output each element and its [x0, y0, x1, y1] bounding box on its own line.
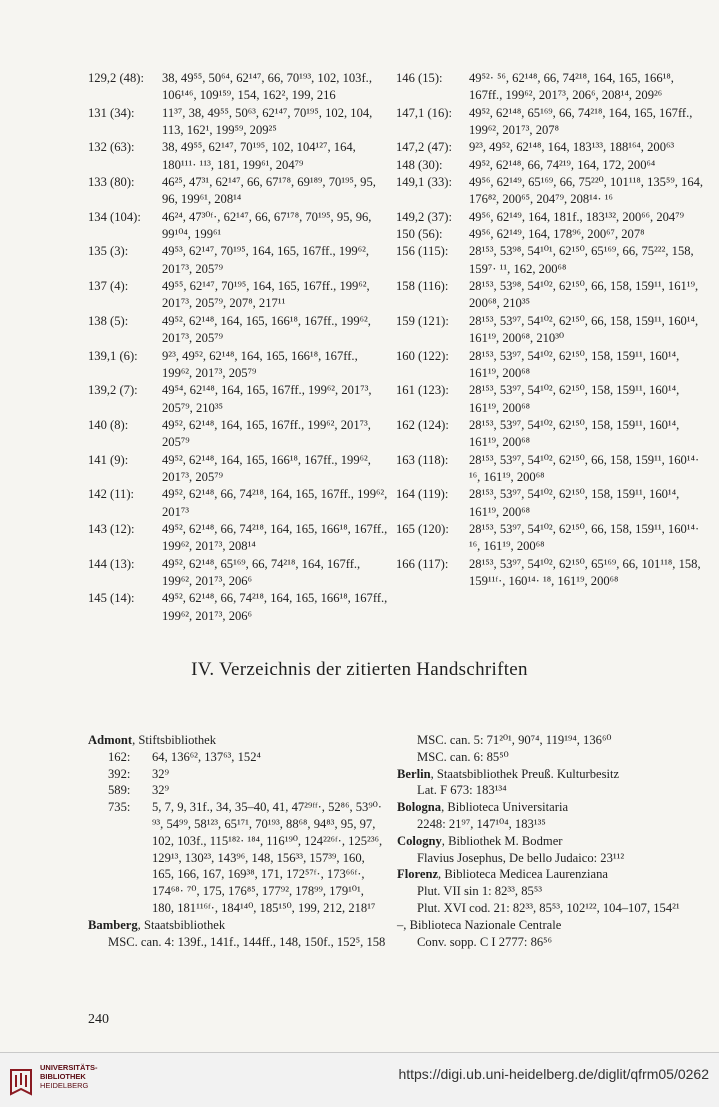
library-name: Bologna [397, 800, 442, 815]
library-location: , Biblioteca Universitaria [441, 800, 569, 815]
entry-references: 28¹⁵³, 53⁹⁷, 54¹⁰², 62¹⁵⁰, 158, 159¹¹, 160¹⁴, 161¹⁹, 200⁶⁸ [469, 487, 680, 519]
library-florenz-nazionale: –, Biblioteca Nazionale Centrale [397, 917, 562, 932]
concordance-entry [88, 105, 388, 140]
entry-key: 149,1 (33): [396, 175, 452, 190]
entry-references: 49⁵², 62¹⁴⁸, 66, 74²¹⁸, 164, 165, 166¹⁸, 167ff., 199⁶², 201⁷³, 206⁶ [162, 591, 388, 623]
concordance-right-column [396, 70, 706, 590]
logo-line: HEIDELBERG [40, 1081, 89, 1090]
entry-key: 133 (80): [88, 175, 135, 190]
manuscript-entry [88, 766, 388, 783]
entry-references: 49⁵², 62¹⁴⁸, 164, 165, 166¹⁸, 167ff., 199⁶², 201⁷³, 205⁷⁹ [162, 452, 371, 484]
entry-references: 49⁵², 62¹⁴⁸, 65¹⁶⁹, 66, 74²¹⁸, 164, 167ff., 199⁶², 201⁷³, 206⁶ [162, 556, 361, 588]
entry-references: 49⁵⁴, 62¹⁴⁸, 164, 165, 167ff., 199⁶², 201⁷³, 205⁷⁹, 210³⁵ [162, 383, 372, 415]
entry-references: 28¹⁵³, 53⁹⁷, 54¹⁰², 62¹⁵⁰, 158, 159¹¹, 160¹⁴, 161¹⁹, 200⁶⁸ [469, 348, 680, 380]
entry-references: 28¹⁵³, 53⁹⁷, 54¹⁰², 62¹⁵⁰, 66, 158, 159¹¹, 160¹⁴, 161¹⁹, 200⁶⁸, 210³⁰ [469, 313, 699, 346]
library-location: , Staatsbibliothek Preuß. Kulturbesitz [430, 766, 620, 781]
entry-references: 49⁵², 62¹⁴⁸, 66, 74²¹⁹, 164, 172, 200⁶⁴ [469, 157, 656, 172]
entry-key: 161 (123): [396, 383, 449, 398]
entry-key: 145 (14): [88, 591, 135, 606]
entry-references: 28¹⁵³, 53⁹⁷, 54¹⁰², 62¹⁵⁰, 65¹⁶⁹, 66, 101¹¹⁸, 158, 159¹¹ᶠ·, 160¹⁴· ¹⁸, 161¹⁹, 200⁶⁸ [469, 556, 701, 588]
concordance-entry [396, 226, 706, 243]
permalink-url[interactable]: https://digi.ub.uni-heidelberg.de/diglit/qfrm05/0262 [398, 1066, 709, 1082]
concordance-entry [88, 486, 388, 521]
library-florenz [397, 866, 707, 883]
manuscript-index-right [397, 732, 707, 950]
entry-references: 49⁵⁶, 62¹⁴⁹, 164, 181f., 183¹³², 200⁶⁶, 204⁷⁹ [469, 209, 684, 224]
entry-references: 49⁵², 62¹⁴⁸, 164, 165, 167ff., 199⁶², 201⁷³, 205⁷⁹ [162, 417, 371, 450]
concordance-entry [396, 243, 706, 278]
library-location: , Biblioteca Medicea Laurenziana [438, 867, 608, 882]
entry-references: 49⁵³, 62¹⁴⁷, 70¹⁹⁵, 164, 165, 167ff., 199⁶², 201⁷³, 205⁷⁹ [162, 244, 370, 276]
manuscript-shelfmark: 392: [108, 766, 131, 781]
manuscript-references: 5, 7, 9, 31f., 34, 35–40, 41, 47²⁹ᶠᶠ·, 52⁸⁶, 53⁹⁰· ⁹³, 54⁹⁹, 58¹²³, 65¹⁷¹, 70¹⁹³, 88⁶⁸, 94⁸³, 95, 97, 102, 103f., 115¹⁸²· ¹⁸⁴, 116¹⁹⁰, 124²²⁶ᶠ·, 125²³⁶, 129¹³, 130²³, 143⁹⁶, 148, 156³³, 157³⁹, 160, 165, 166, 167, 169³⁸, 171, 172⁵⁷ᶠ·, 173⁶⁶ᶠ·, 174⁶⁸· ⁷⁰, 175, 176⁸⁵, 177⁹², 178⁹⁹, 179¹⁰¹, 180, 181¹¹⁶ᶠ·, 184¹⁴⁰, 185¹⁵⁰, 199, 212, 218¹⁷ [152, 800, 383, 915]
entry-references: 28¹⁵³, 53⁹⁷, 54¹⁰², 62¹⁵⁰, 66, 158, 159¹¹, 160¹⁴· ¹⁶, 161¹⁹, 200⁶⁸ [469, 452, 700, 484]
library-logo-text [40, 1063, 98, 1090]
library-location: , Staatsbibliothek [137, 917, 226, 932]
entry-key: 134 (104): [88, 209, 141, 224]
concordance-entry [396, 556, 706, 591]
manuscript-references: 32⁹ [152, 783, 169, 798]
library-name: Cologny [397, 833, 442, 848]
entry-key: 146 (15): [396, 71, 443, 85]
library-name: Admont [88, 733, 133, 747]
entry-references: 49⁵⁶, 62¹⁴⁹, 164, 178⁹⁶, 200⁶⁷, 207⁸ [469, 227, 645, 242]
concordance-entry [88, 139, 388, 174]
entry-references: 46²⁵, 47³¹, 62¹⁴⁷, 66, 67¹⁷⁸, 69¹⁸⁹, 70¹⁹⁵, 95, 96, 199⁶¹, 208¹⁴ [162, 175, 376, 207]
entry-key: 163 (118): [396, 452, 449, 467]
concordance-entry [88, 590, 388, 625]
entry-key: 162 (124): [396, 417, 449, 432]
concordance-entry [88, 209, 388, 244]
entry-references: 49⁵², 62¹⁴⁸, 66, 74²¹⁸, 164, 165, 167ff., 199⁶², 201⁷³ [162, 487, 388, 519]
manuscript-index-left [88, 732, 388, 950]
entry-key: 135 (3): [88, 244, 129, 259]
entry-references: 49⁵⁶, 62¹⁴⁹, 65¹⁶⁹, 66, 75²²⁰, 101¹¹⁸, 135⁵⁹, 164, 176⁸², 200⁶⁵, 204⁷⁹, 208¹⁴· ¹⁶ [469, 175, 704, 207]
manuscript-entry: Plut. VII sin 1: 82³³, 85⁵³ [417, 884, 542, 899]
entry-key: 140 (8): [88, 417, 129, 432]
library-name: Berlin [397, 766, 431, 781]
concordance-entry [88, 278, 388, 313]
manuscript-shelfmark: 735: [108, 800, 131, 815]
logo-line: BIBLIOTHEK [40, 1072, 86, 1081]
manuscript-entry [88, 799, 388, 917]
entry-key: 132 (63): [88, 140, 135, 155]
entry-references: 38, 49⁵⁵, 50⁶⁴, 62¹⁴⁷, 66, 70¹⁹³, 102, 103f., 106¹⁴⁶, 109¹⁵⁹, 154, 162², 199, 216 [162, 71, 372, 103]
concordance-entry [88, 452, 388, 487]
concordance-entry [396, 313, 706, 348]
entry-key: 164 (119): [396, 487, 449, 502]
entry-key: 138 (5): [88, 313, 129, 328]
manuscript-entry: 2248: 21⁹⁷, 147¹⁰⁴, 183¹³⁵ [417, 816, 546, 831]
logo-line: UNIVERSITÄTS- [40, 1063, 98, 1072]
concordance-entry [396, 157, 706, 174]
entry-references: 49⁵²· ⁵⁶, 62¹⁴⁸, 66, 74²¹⁸, 164, 165, 166¹⁸, 167ff., 199⁶², 201⁷³, 206⁶, 208¹⁴, 209²⁶ [469, 71, 674, 103]
entry-references: 28¹⁵³, 53⁹⁷, 54¹⁰², 62¹⁵⁰, 158, 159¹¹, 160¹⁴, 161¹⁹, 200⁶⁸ [469, 417, 680, 450]
concordance-entry [396, 70, 706, 105]
manuscript-references: 64, 136⁶², 137⁶³, 152⁴ [152, 749, 261, 764]
entry-key: 141 (9): [88, 452, 129, 467]
manuscript-entry: MSC. can. 6: 85⁵⁰ [417, 749, 509, 764]
concordance-entry [396, 278, 706, 313]
entry-key: 139,2 (7): [88, 383, 138, 398]
library-name: Bamberg [88, 917, 138, 932]
library-bamberg [88, 917, 388, 934]
entry-references: 11³⁷, 38, 49⁵⁵, 50⁶³, 62¹⁴⁷, 70¹⁹⁵, 102, 104, 113, 162¹, 199⁵⁹, 209²⁵ [162, 105, 373, 138]
entry-key: 158 (116): [396, 279, 449, 294]
concordance-entry [88, 243, 388, 278]
library-admont [88, 732, 388, 749]
library-location: , Stiftsbibliothek [132, 733, 217, 747]
concordance-entry [396, 209, 706, 226]
manuscript-entry: MSC. can. 4: 139f., 141f., 144ff., 148, 150f., 152⁵, 158 [108, 934, 386, 949]
concordance-entry [88, 70, 388, 105]
entry-references: 28¹⁵³, 53⁹⁷, 54¹⁰², 62¹⁵⁰, 158, 159¹¹, 160¹⁴, 161¹⁹, 200⁶⁸ [469, 383, 680, 415]
manuscript-references: 32⁹ [152, 766, 169, 781]
manuscript-entry: MSC. can. 5: 71²⁰¹, 90⁷⁴, 119¹⁹⁴, 136⁶⁰ [417, 733, 612, 747]
entry-key: 160 (122): [396, 348, 449, 363]
concordance-entry [88, 417, 388, 452]
manuscript-entry [88, 749, 388, 766]
entry-references: 46²⁴, 47³⁰ᶠ·, 62¹⁴⁷, 66, 67¹⁷⁸, 70¹⁹⁵, 95, 96, 99¹⁰⁴, 199⁶¹ [162, 209, 372, 242]
concordance-entry [396, 452, 706, 487]
entry-key: 137 (4): [88, 279, 129, 294]
concordance-entry [88, 348, 388, 383]
footer-bar [0, 1052, 719, 1107]
concordance-entry [396, 486, 706, 521]
entry-references: 28¹⁵³, 53⁹⁸, 54¹⁰¹, 62¹⁵⁰, 65¹⁶⁹, 66, 75²²², 158, 159⁷· ¹¹, 162, 200⁶⁸ [469, 244, 694, 276]
concordance-entry [88, 521, 388, 556]
entry-references: 49⁵², 62¹⁴⁸, 164, 165, 166¹⁸, 167ff., 199⁶², 201⁷³, 205⁷⁹ [162, 313, 371, 346]
manuscript-entry: Conv. sopp. C I 2777: 86⁵⁶ [417, 934, 552, 949]
manuscript-entry: Flavius Josephus, De bello Judaico: 23¹¹² [417, 850, 625, 865]
entry-references: 49⁵², 62¹⁴⁸, 65¹⁶⁹, 66, 74²¹⁸, 164, 165, 167ff., 199⁶², 201⁷³, 207⁸ [469, 105, 693, 138]
library-location: , Bibliothek M. Bodmer [441, 833, 563, 848]
manuscript-shelfmark: 162: [108, 749, 131, 764]
concordance-entry [396, 105, 706, 140]
manuscript-shelfmark: 589: [108, 783, 131, 798]
entry-references: 9²³, 49⁵², 62¹⁴⁸, 164, 183¹³³, 188¹⁶⁴, 200⁶³ [469, 140, 675, 155]
concordance-entry [396, 417, 706, 452]
concordance-left-column [88, 70, 388, 625]
entry-key: 144 (13): [88, 556, 135, 571]
entry-key: 139,1 (6): [88, 348, 138, 363]
concordance-entry [396, 139, 706, 156]
page-number: 240 [88, 1012, 109, 1027]
entry-key: 156 (115): [396, 244, 449, 259]
entry-key: 147,2 (47): [396, 140, 452, 155]
manuscript-entry: Plut. XVI cod. 21: 82³³, 85⁵³, 102¹²², 104–107, 154²¹ [417, 900, 680, 915]
entry-references: 49⁵², 62¹⁴⁸, 66, 74²¹⁸, 164, 165, 166¹⁸, 167ff., 199⁶², 201⁷³, 208¹⁴ [162, 521, 388, 554]
concordance-entry [396, 521, 706, 556]
entry-references: 38, 49⁵⁵, 62¹⁴⁷, 70¹⁹⁵, 102, 104¹²⁷, 164, 180¹¹¹· ¹¹³, 181, 199⁶¹, 204⁷⁹ [162, 140, 356, 172]
library-bologna [397, 799, 707, 816]
entry-references: 9²³, 49⁵², 62¹⁴⁸, 164, 165, 166¹⁸, 167ff., 199⁶², 201⁷³, 205⁷⁹ [162, 348, 358, 380]
concordance-entry [396, 348, 706, 383]
library-berlin [397, 766, 707, 783]
concordance-entry [396, 382, 706, 417]
entry-key: 143 (12): [88, 521, 135, 536]
entry-references: 49⁵⁵, 62¹⁴⁷, 70¹⁹⁵, 164, 165, 167ff., 199⁶², 201⁷³, 205⁷⁹, 207⁸, 217¹¹ [162, 279, 370, 311]
entry-key: 129,2 (48): [88, 71, 144, 85]
section-heading: IV. Verzeichnis der zitierten Handschriften [191, 659, 528, 680]
entry-key: 147,1 (16): [396, 105, 452, 120]
concordance-entry [88, 313, 388, 348]
entry-key: 149,2 (37): [396, 209, 452, 224]
concordance-entry [88, 174, 388, 209]
entry-key: 142 (11): [88, 487, 135, 502]
entry-key: 165 (120): [396, 521, 449, 536]
manuscript-entry [88, 782, 388, 799]
library-cologny [397, 833, 707, 850]
entry-key: 150 (56): [396, 227, 443, 242]
entry-key: 159 (121): [396, 313, 449, 328]
entry-key: 166 (117): [396, 556, 449, 571]
university-library-logo-icon [8, 1067, 34, 1097]
concordance-entry [88, 556, 388, 591]
library-name: Florenz [397, 867, 439, 882]
concordance-entry [396, 174, 706, 209]
concordance-entry [88, 382, 388, 417]
entry-key: 131 (34): [88, 105, 135, 120]
entry-references: 28¹⁵³, 53⁹⁷, 54¹⁰², 62¹⁵⁰, 66, 158, 159¹¹, 160¹⁴· ¹⁶, 161¹⁹, 200⁶⁸ [469, 521, 700, 554]
manuscript-entry: Lat. F 673: 183¹³⁴ [417, 783, 507, 798]
entry-key: 148 (30): [396, 157, 443, 172]
entry-references: 28¹⁵³, 53⁹⁸, 54¹⁰², 62¹⁵⁰, 66, 158, 159¹¹, 161¹⁹, 200⁶⁸, 210³⁵ [469, 279, 699, 311]
